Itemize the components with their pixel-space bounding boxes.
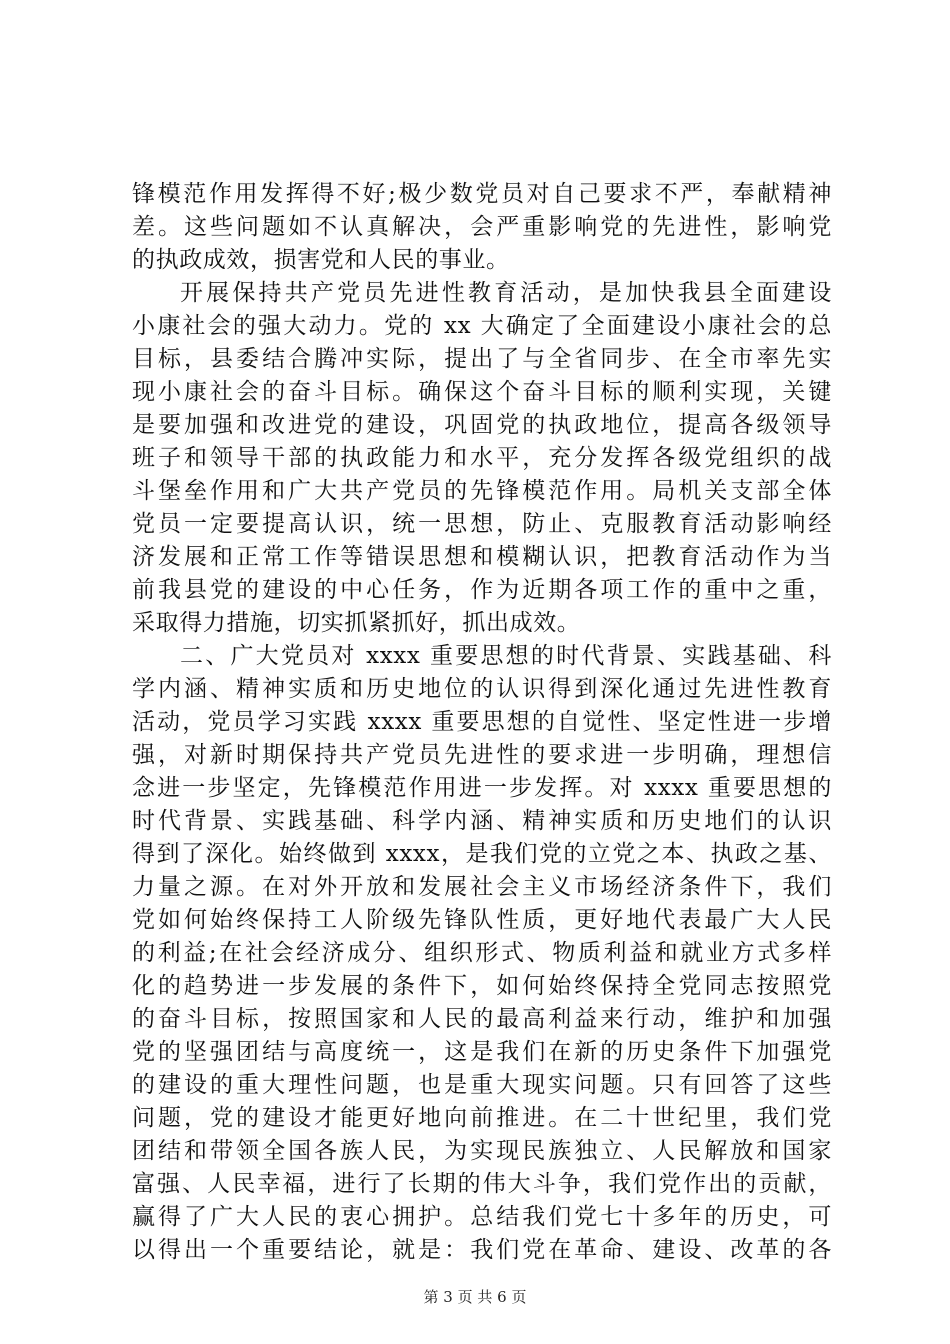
text-line: 斗堡垒作用和广大共产党员的先锋模范作用。局机关支部全体 — [132, 478, 832, 504]
text-line: 的执政成效，损害党和人民的事业。 — [132, 247, 510, 273]
text-line: 时代背景、实践基础、科学内涵、精神实质和历史地们的认识 — [132, 808, 832, 834]
text-line: 得到了深化。始终做到 xxxx，是我们党的立党之本、执政之基、 — [132, 841, 832, 867]
text-line: 学内涵、精神实质和历史地位的认识得到深化通过先进性教育 — [132, 676, 832, 702]
text-line: 小康社会的强大动力。党的 xx 大确定了全面建设小康社会的总 — [132, 313, 832, 339]
page-footer: 第 3 页 共 6 页 — [423, 1288, 527, 1306]
text-line: 的奋斗目标，按照国家和人民的最高利益来行动，维护和加强 — [132, 1006, 832, 1032]
text-line: 富强、人民幸福，进行了长期的伟大斗争，我们党作出的贡献， — [132, 1171, 832, 1197]
text-line: 二、广大党员对 xxxx 重要思想的时代背景、实践基础、科 — [180, 643, 832, 669]
text-line: 前我县党的建设的中心任务，作为近期各项工作的重中之重， — [132, 577, 832, 603]
text-line: 团结和带领全国各族人民，为实现民族独立、人民解放和国家 — [132, 1138, 832, 1164]
text-line: 念进一步坚定，先锋模范作用进一步发挥。对 xxxx 重要思想的 — [132, 775, 832, 801]
text-line: 是要加强和改进党的建设，巩固党的执政地位，提高各级领导 — [132, 412, 832, 438]
text-line: 开展保持共产党员先进性教育活动，是加快我县全面建设 — [180, 280, 832, 306]
text-line: 强，对新时期保持共产党员先进性的要求进一步明确，理想信 — [132, 742, 832, 768]
text-line: 济发展和正常工作等错误思想和模糊认识，把教育活动作为当 — [132, 544, 832, 570]
text-line: 力量之源。在对外开放和发展社会主义市场经济条件下，我们 — [132, 874, 832, 900]
text-line: 差。这些问题如不认真解决，会严重影响党的先进性，影响党 — [132, 214, 832, 240]
text-line: 锋模范作用发挥得不好;极少数党员对自己要求不严，奉献精神 — [132, 181, 832, 207]
text-line: 以得出一个重要结论，就是：我们党在革命、建设、改革的各 — [132, 1237, 832, 1263]
text-line: 问题，党的建设才能更好地向前推进。在二十世纪里，我们党 — [132, 1105, 832, 1131]
text-line: 的利益;在社会经济成分、组织形式、物质利益和就业方式多样 — [132, 940, 832, 966]
text-line: 化的趋势进一步发展的条件下，如何始终保持全党同志按照党 — [132, 973, 832, 999]
body-text — [132, 178, 832, 1267]
text-line: 现小康社会的奋斗目标。确保这个奋斗目标的顺利实现，关键 — [132, 379, 832, 405]
text-line: 赢得了广大人民的衷心拥护。总结我们党七十多年的历史，可 — [132, 1204, 832, 1230]
text-line: 目标，县委结合腾冲实际，提出了与全省同步、在全市率先实 — [132, 346, 832, 372]
text-line: 活动，党员学习实践 xxxx 重要思想的自觉性、坚定性进一步增 — [132, 709, 832, 735]
text-line: 的建设的重大理性问题，也是重大现实问题。只有回答了这些 — [132, 1072, 832, 1098]
text-line: 班子和领导干部的执政能力和水平，充分发挥各级党组织的战 — [132, 445, 832, 471]
text-line: 党如何始终保持工人阶级先锋队性质，更好地代表最广大人民 — [132, 907, 832, 933]
text-line: 采取得力措施，切实抓紧抓好，抓出成效。 — [132, 610, 581, 636]
text-line: 党的坚强团结与高度统一，这是我们在新的历史条件下加强党 — [132, 1039, 832, 1065]
text-line: 党员一定要提高认识，统一思想，防止、克服教育活动影响经 — [132, 511, 832, 537]
